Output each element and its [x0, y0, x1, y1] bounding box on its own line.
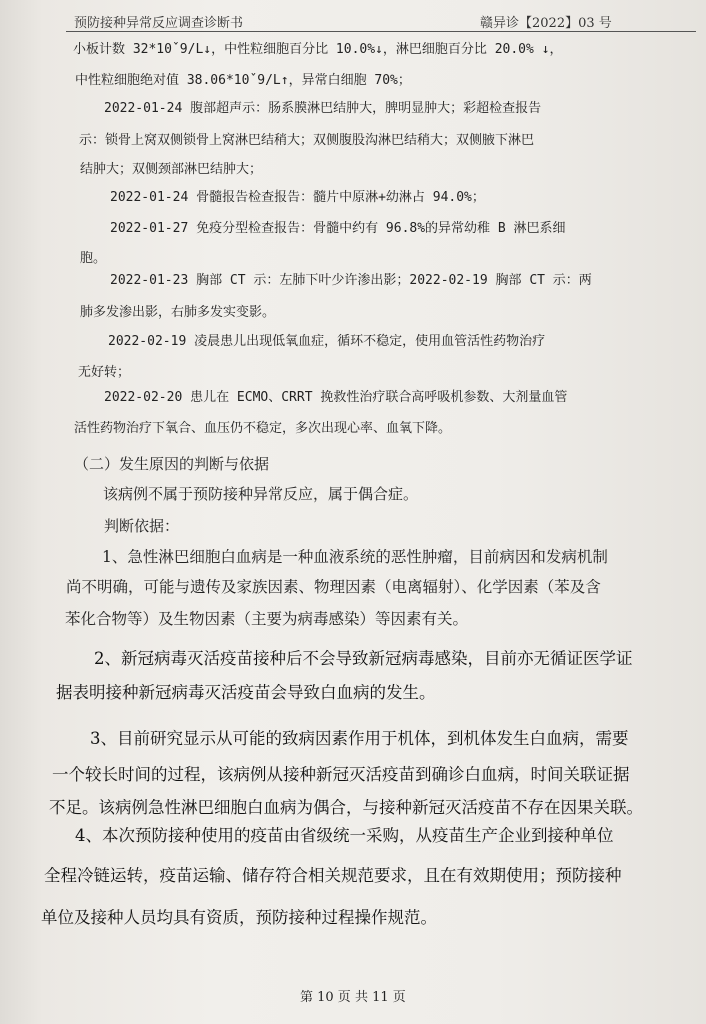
text-line: 据表明接种新冠病毒灭活疫苗会导致白血病的发生。 — [56, 683, 436, 702]
text-line: 示：锁骨上窝双侧锁骨上窝淋巴结稍大；双侧腹股沟淋巴结稍大；双侧腋下淋巴 — [79, 133, 535, 148]
text-line: 中性粒细胞绝对值 38.06*10ˇ9/L↑，异常白细胞 70%； — [75, 73, 411, 88]
text-line: 结肿大；双侧颈部淋巴结肿大； — [80, 162, 263, 177]
basis-heading: 判断依据： — [104, 517, 180, 535]
text-line: 2022-02-20 患儿在 ECMO、CRRT 挽救性治疗联合高呼吸机参数、大剂量血管 — [104, 390, 568, 405]
text-line: 2022-01-24 腹部超声示：肠系膜淋巴结肿大，脾明显肿大；彩超检查报告 — [104, 101, 542, 116]
conclusion-line: 该病例不属于预防接种异常反应，属于偶合症。 — [103, 485, 419, 503]
text-line: 胞。 — [80, 251, 107, 266]
text-line: 尚不明确，可能与遗传及家族因素、物理因素（电离辐射）、化学因素（苯及含 — [66, 578, 601, 596]
text-line: 无好转； — [78, 365, 131, 380]
text-line: 2022-01-23 胸部 CT 示：左肺下叶少许渗出影；2022-02-19 胸部 CT 示：两 — [110, 273, 592, 288]
text-line: 肺多发渗出影，右肺多发实变影。 — [80, 305, 276, 320]
text-line: 苯化合物等）及生物因素（主要为病毒感染）等因素有关。 — [65, 610, 469, 628]
header-title: 预防接种异常反应调查诊断书 — [74, 16, 244, 31]
header-doc-number: 赣异诊【2022】03 号 — [480, 16, 612, 31]
page-number: 第 10 页 共 11 页 — [300, 990, 406, 1005]
header-rule — [66, 31, 696, 32]
text-line: 不足。该病例急性淋巴细胞白血病为偶合，与接种新冠灭活疫苗不存在因果关联。 — [49, 798, 643, 817]
text-line: 2022-02-19 凌晨患儿出现低氧血症，循环不稳定，使用血管活性药物治疗 — [108, 334, 546, 349]
text-line: 全程冷链运转，疫苗运输、储存符合相关规范要求，且在有效期使用；预防接种 — [44, 866, 622, 885]
text-line: 2022-01-24 骨髓报告检查报告：髓片中原淋+幼淋占 94.0%； — [110, 190, 485, 205]
text-line: 单位及接种人员均具有资质，预防接种过程操作规范。 — [41, 908, 437, 927]
section-heading: （二）发生原因的判断与依据 — [74, 455, 270, 473]
text-line: 1、急性淋巴细胞白血病是一种血液系统的恶性肿瘤，目前病因和发病机制 — [102, 548, 608, 566]
text-line: 活性药物治疗下氧合、血压仍不稳定，多次出现心率、血氧下降。 — [74, 421, 452, 436]
text-line: 一个较长时间的过程，该病例从接种新冠灭活疫苗到确诊白血病，时间关联证据 — [52, 765, 630, 784]
text-line: 小板计数 32*10ˇ9/L↓，中性粒细胞百分比 10.0%↓，淋巴细胞百分比 20.0% ↓， — [73, 42, 563, 57]
text-line: 2022-01-27 免疫分型检查报告：骨髓中约有 96.8%的异常幼稚 B 淋巴系细 — [110, 221, 566, 236]
text-line: 4、本次预防接种使用的疫苗由省级统一采购，从疫苗生产企业到接种单位 — [75, 826, 614, 845]
text-line: 3、目前研究显示从可能的致病因素作用于机体，到机体发生白血病，需要 — [90, 729, 629, 748]
text-line: 2、新冠病毒灭活疫苗接种后不会导致新冠病毒感染，目前亦无循证医学证 — [94, 649, 633, 668]
